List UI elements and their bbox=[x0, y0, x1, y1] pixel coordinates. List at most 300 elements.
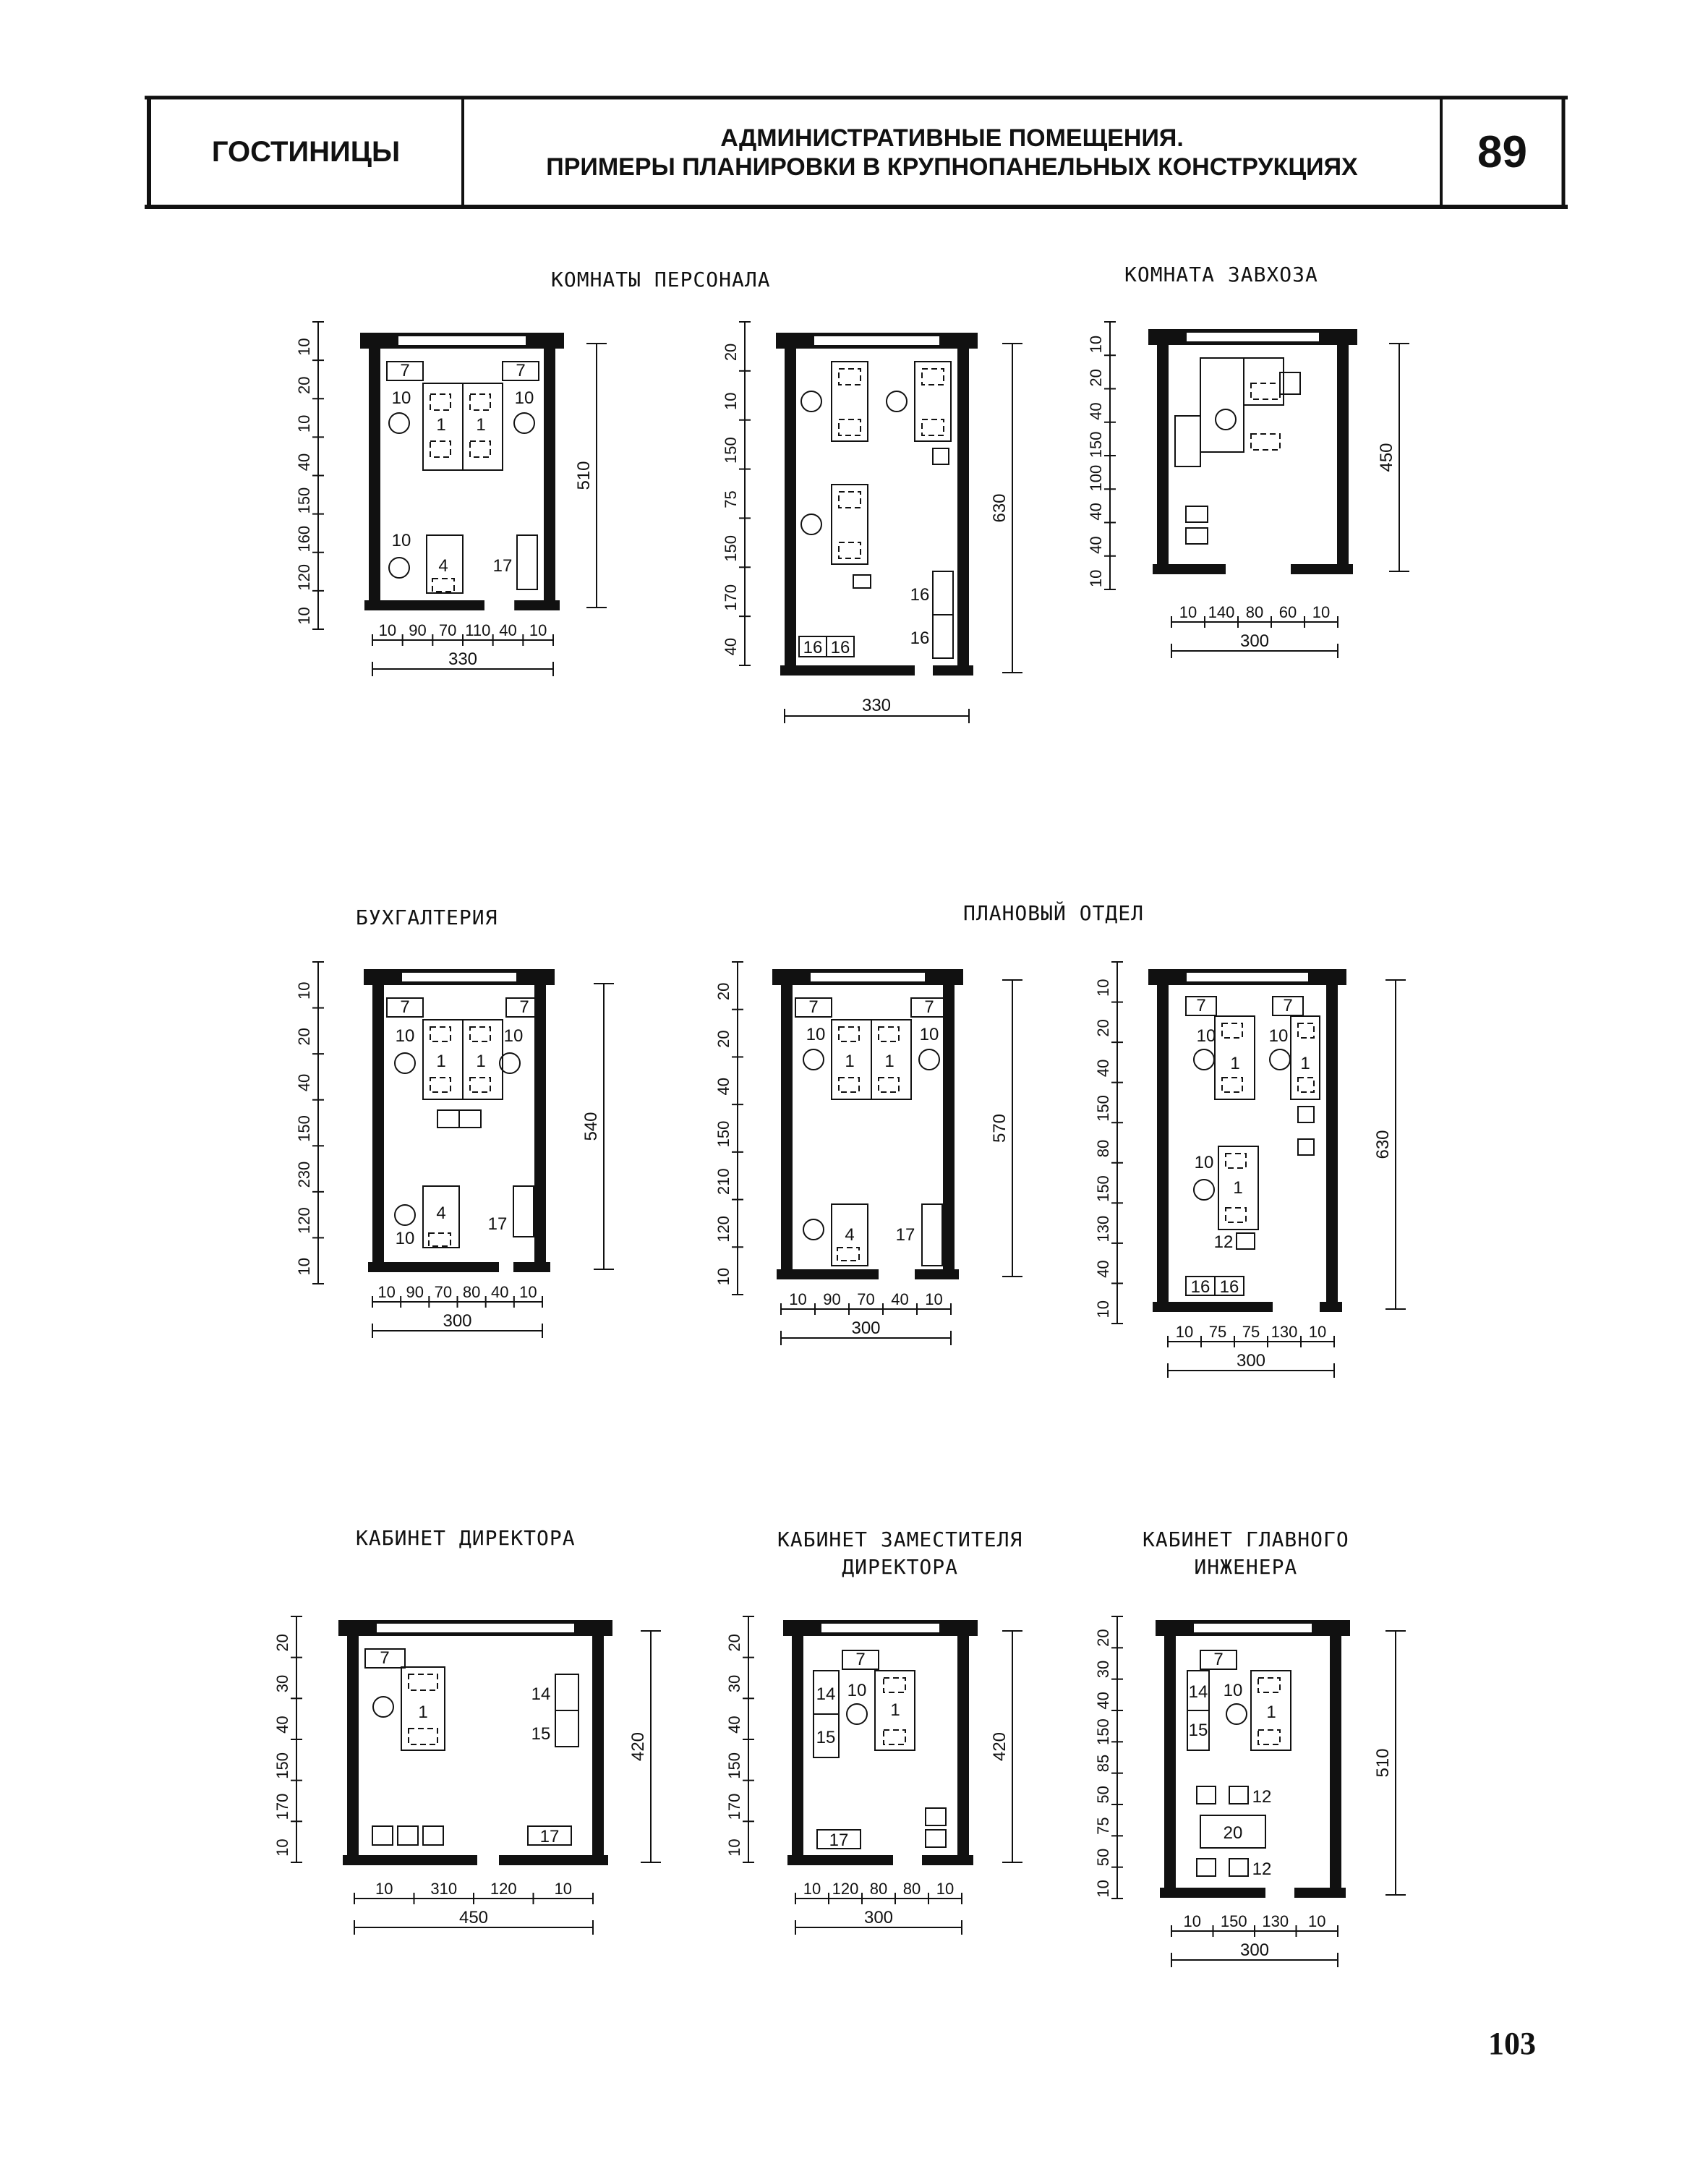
plan9-chair bbox=[1226, 1704, 1247, 1724]
plan3-desk bbox=[1200, 358, 1244, 452]
plan4-hdim-label: 70 bbox=[434, 1283, 453, 1301]
plan6-label: 7 bbox=[1283, 996, 1293, 1015]
plan6-drawer bbox=[1226, 1208, 1246, 1222]
plan6-window bbox=[1186, 972, 1309, 982]
plan3-vdim-label: 40 bbox=[1087, 503, 1105, 521]
plan4-right-wall bbox=[534, 985, 546, 1264]
plan4-label: 7 bbox=[400, 997, 410, 1017]
plan9-stool bbox=[1229, 1786, 1248, 1804]
plan5-drawer bbox=[839, 1078, 859, 1092]
plan6-hdim-label: 10 bbox=[1175, 1323, 1194, 1341]
plan5-total-width-label: 300 bbox=[851, 1318, 881, 1338]
plan9-label: 12 bbox=[1252, 1859, 1272, 1879]
plan9-vdim-label: 75 bbox=[1094, 1817, 1112, 1835]
plan1-label: 10 bbox=[391, 388, 411, 408]
plan5-hdim-label: 40 bbox=[891, 1290, 909, 1308]
plan9-vdim-label: 150 bbox=[1094, 1718, 1112, 1746]
plan2-total-width-label: 330 bbox=[861, 696, 892, 715]
plan5-label: 4 bbox=[845, 1225, 855, 1245]
plan7-label: 15 bbox=[531, 1724, 551, 1744]
plan8-total-depth-label: 420 bbox=[990, 1731, 1009, 1762]
plan7-label: 14 bbox=[531, 1684, 551, 1704]
plan5-vdim-label: 20 bbox=[714, 1030, 733, 1048]
plan4-vdim-label: 20 bbox=[295, 1028, 313, 1046]
section-title-supply: КОМНАТА ЗАВХОЗА bbox=[1124, 263, 1318, 286]
plan9-vdim-label: 30 bbox=[1094, 1660, 1112, 1679]
plan1-label: 4 bbox=[438, 556, 448, 576]
plan9-vdim-label: 85 bbox=[1094, 1754, 1112, 1773]
plan9-label: 1 bbox=[1266, 1703, 1276, 1722]
plan6-label: 10 bbox=[1194, 1153, 1214, 1172]
plan7-stool bbox=[372, 1826, 393, 1845]
plan4-drawer bbox=[429, 1233, 451, 1246]
plan9-right-wall bbox=[1330, 1636, 1341, 1889]
plan5-label: 7 bbox=[924, 997, 934, 1017]
plan6-vdim-label: 20 bbox=[1094, 1019, 1112, 1037]
plan9-vdim-label: 50 bbox=[1094, 1786, 1112, 1804]
plan2-stool bbox=[933, 448, 949, 464]
plan3-vdim-label: 40 bbox=[1087, 402, 1105, 420]
plan4-total-width-label: 300 bbox=[443, 1311, 472, 1331]
plan2-left-wall bbox=[785, 349, 796, 667]
plan4-hdim-label: 90 bbox=[406, 1283, 424, 1301]
plan5-vdim-label: 120 bbox=[714, 1216, 733, 1243]
plan6-vdim-label: 150 bbox=[1094, 1095, 1112, 1122]
plan2-cabinet-16 bbox=[933, 615, 953, 658]
section-title-engineer-line2: ИНЖЕНЕРА bbox=[1194, 1555, 1298, 1579]
plan2-right-wall bbox=[957, 349, 969, 667]
plan8-label: 17 bbox=[829, 1831, 849, 1850]
plan1-hdim-label: 10 bbox=[529, 621, 547, 639]
plan1-label: 7 bbox=[516, 361, 526, 380]
plan2-label: 16 bbox=[910, 585, 930, 605]
plan9-drawer bbox=[1258, 1678, 1280, 1692]
plan3-left-wall bbox=[1157, 345, 1169, 566]
plan8-label: 15 bbox=[816, 1728, 836, 1747]
plan2-vdim-label: 40 bbox=[722, 637, 740, 656]
plan9-left-wall bbox=[1164, 1636, 1176, 1889]
plan2-bottom-wall-left bbox=[780, 665, 915, 676]
plan2-vdim-label: 10 bbox=[722, 392, 740, 411]
plan1-bottom-wall-right bbox=[514, 600, 560, 610]
plan9-vdim-label: 10 bbox=[1094, 1880, 1112, 1898]
plan5-window bbox=[810, 972, 926, 982]
section-title-staff: КОМНАТЫ ПЕРСОНАЛА bbox=[551, 268, 771, 291]
plan8-label: 1 bbox=[890, 1700, 900, 1720]
plan3-drawer bbox=[1251, 383, 1280, 399]
plan8-label: 14 bbox=[816, 1684, 836, 1704]
plan9-stool bbox=[1197, 1786, 1216, 1804]
plan5-label: 1 bbox=[845, 1052, 855, 1071]
plan9-drawer bbox=[1258, 1730, 1280, 1744]
plan1-drawer bbox=[470, 394, 490, 410]
plan4-label: 10 bbox=[395, 1026, 415, 1046]
plan2-drawer bbox=[922, 419, 944, 435]
plan4-hdim-label: 10 bbox=[377, 1283, 396, 1301]
plan2-vdim-label: 150 bbox=[722, 534, 740, 562]
plan4-label: 4 bbox=[436, 1203, 446, 1223]
section-title-engineer-line1: КАБИНЕТ ГЛАВНОГО bbox=[1143, 1527, 1349, 1551]
plan6-vdim-label: 10 bbox=[1094, 979, 1112, 997]
plan1-vdim-label: 10 bbox=[295, 414, 313, 433]
plan6-hdim-label: 130 bbox=[1271, 1323, 1298, 1341]
plan5-chair bbox=[919, 1049, 939, 1070]
plan1-label: 10 bbox=[514, 388, 534, 408]
plan5-vdim-label: 10 bbox=[714, 1267, 733, 1286]
plan1-drawer bbox=[470, 441, 490, 457]
plan4-window bbox=[401, 972, 517, 982]
plan8-hdim-label: 10 bbox=[803, 1880, 821, 1898]
plan6-vdim-label: 10 bbox=[1094, 1300, 1112, 1318]
plan9-hdim-label: 10 bbox=[1183, 1912, 1201, 1930]
plan2-vdim-label: 75 bbox=[722, 490, 740, 508]
plan6-hdim-label: 10 bbox=[1308, 1323, 1327, 1341]
plan5-drawer bbox=[839, 1027, 859, 1041]
plan8-vdim-label: 20 bbox=[725, 1634, 743, 1652]
plan2-window bbox=[814, 336, 940, 346]
plan5-label: 10 bbox=[806, 1025, 826, 1044]
plan6-stool bbox=[1298, 1139, 1314, 1155]
plan8-hdim-label: 120 bbox=[832, 1880, 859, 1898]
plan9-stool bbox=[1197, 1859, 1216, 1876]
plan9-vdim-label: 50 bbox=[1094, 1848, 1112, 1867]
plan6-chair bbox=[1194, 1180, 1214, 1200]
plan4-vdim-label: 10 bbox=[295, 1257, 313, 1276]
plan2-drawer bbox=[839, 369, 861, 385]
plan8-window bbox=[821, 1623, 940, 1633]
plan8-vdim-label: 170 bbox=[725, 1793, 743, 1820]
plan1-drawer bbox=[430, 394, 451, 410]
plan9-label: 15 bbox=[1188, 1721, 1208, 1740]
plan4-label: 10 bbox=[395, 1229, 415, 1248]
plan5-label: 10 bbox=[919, 1025, 939, 1044]
plan8-hdim-label: 80 bbox=[902, 1880, 921, 1898]
plan8-bottom-wall-right bbox=[922, 1855, 973, 1865]
plan2-drawer bbox=[839, 542, 861, 558]
plan4-stool bbox=[459, 1110, 481, 1128]
plan5-vdim-label: 20 bbox=[714, 982, 733, 1001]
plan1-label: 7 bbox=[400, 361, 410, 380]
plan6-label: 10 bbox=[1268, 1026, 1289, 1046]
plan7-label: 1 bbox=[418, 1703, 428, 1722]
header-title-line1: АДМИНИСТРАТИВНЫЕ ПОМЕЩЕНИЯ. bbox=[720, 124, 1184, 152]
plan8-stool bbox=[926, 1830, 946, 1847]
plan8-left-wall bbox=[792, 1636, 803, 1857]
plan6-stool bbox=[1298, 1107, 1314, 1122]
plan2-label: 16 bbox=[803, 638, 823, 657]
page-number: 103 bbox=[1488, 2026, 1536, 2061]
plan7-bottom-wall-right bbox=[499, 1855, 608, 1865]
plan8-hdim-label: 10 bbox=[936, 1880, 955, 1898]
plan4-vdim-label: 10 bbox=[295, 981, 313, 1000]
plan7-label: 7 bbox=[380, 1648, 390, 1668]
plan5-drawer bbox=[879, 1027, 899, 1041]
plan2-vdim-label: 20 bbox=[722, 343, 740, 362]
plan1-hdim-label: 90 bbox=[409, 621, 427, 639]
plan8-total-width-label: 300 bbox=[863, 1908, 894, 1927]
plan6-chair bbox=[1194, 1049, 1214, 1070]
plan3-hdim-label: 80 bbox=[1245, 603, 1264, 621]
plan3-hdim-label: 10 bbox=[1312, 603, 1331, 621]
plan4-chair bbox=[395, 1205, 415, 1225]
plan4-drawer bbox=[470, 1027, 490, 1041]
plan8-vdim-label: 150 bbox=[725, 1752, 743, 1779]
plan2-desk bbox=[832, 485, 868, 564]
plan1-vdim-label: 150 bbox=[295, 487, 313, 514]
plan7-hdim-label: 310 bbox=[430, 1880, 458, 1898]
plan8-drawer bbox=[884, 1678, 905, 1692]
plan3-vdim-label: 10 bbox=[1087, 569, 1105, 588]
plan9-hdim-label: 150 bbox=[1220, 1912, 1247, 1930]
plan3-chair bbox=[1216, 409, 1236, 430]
plan4-left-wall bbox=[372, 985, 384, 1264]
section-title-accounting: БУХГАЛТЕРИЯ bbox=[356, 905, 498, 929]
plan2-bottom-wall-right bbox=[933, 665, 973, 676]
plan1-window bbox=[398, 336, 526, 346]
plan5-label: 7 bbox=[808, 997, 819, 1017]
plan2-vdim-label: 170 bbox=[722, 584, 740, 611]
plan7-vdim-label: 170 bbox=[273, 1793, 291, 1820]
plan5-chair bbox=[803, 1219, 824, 1240]
plan6-hdim-label: 75 bbox=[1208, 1323, 1227, 1341]
plan4-vdim-label: 230 bbox=[295, 1161, 313, 1188]
plan2-drawer bbox=[839, 492, 861, 508]
plan8-drawer bbox=[884, 1730, 905, 1744]
plan3-hdim-label: 10 bbox=[1179, 603, 1197, 621]
plan3-total-depth-label: 450 bbox=[1377, 443, 1396, 472]
plan4-stool bbox=[437, 1110, 459, 1128]
plan8-vdim-label: 40 bbox=[725, 1716, 743, 1734]
plan6-label: 1 bbox=[1230, 1054, 1240, 1073]
plan6-drawer bbox=[1298, 1023, 1314, 1038]
plan5-vdim-label: 40 bbox=[714, 1078, 733, 1096]
plan7-stool bbox=[423, 1826, 443, 1845]
plan7-vdim-label: 40 bbox=[273, 1716, 291, 1734]
plan4-total-depth-label: 540 bbox=[581, 1112, 601, 1141]
plan8-bottom-wall-left bbox=[787, 1855, 893, 1865]
plan9-total-depth-label: 510 bbox=[1373, 1748, 1393, 1778]
plan4-vdim-label: 120 bbox=[295, 1207, 313, 1235]
plan3-vdim-label: 100 bbox=[1087, 464, 1105, 492]
plan4-hdim-label: 10 bbox=[519, 1283, 537, 1301]
plan1-left-wall bbox=[369, 349, 380, 602]
plan6-drawer bbox=[1298, 1078, 1314, 1092]
plan6-drawer bbox=[1226, 1154, 1246, 1168]
plan7-vdim-label: 20 bbox=[273, 1634, 291, 1652]
plan6-stool bbox=[1237, 1233, 1255, 1249]
plan5-hdim-label: 90 bbox=[823, 1290, 841, 1308]
plan1-vdim-label: 120 bbox=[295, 563, 313, 591]
plan2-desk bbox=[832, 362, 868, 441]
plan6-right-wall bbox=[1326, 985, 1338, 1303]
plan3-drawer bbox=[1251, 434, 1280, 450]
plan5-left-wall bbox=[781, 985, 793, 1271]
plan9-bottom-wall-right bbox=[1294, 1888, 1346, 1898]
plan9-vdim-label: 40 bbox=[1094, 1692, 1112, 1710]
plan2-vdim-label: 150 bbox=[722, 437, 740, 464]
plan1-label: 10 bbox=[391, 531, 411, 550]
plan2-cabinet-16 bbox=[933, 571, 953, 615]
section-title-planning: ПЛАНОВЫЙ ОТДЕЛ bbox=[963, 901, 1145, 925]
plan9-label: 20 bbox=[1223, 1823, 1243, 1843]
plan3-desk-top bbox=[1244, 358, 1284, 405]
plan3-vdim-label: 40 bbox=[1087, 536, 1105, 554]
plan8-right-wall bbox=[957, 1636, 969, 1857]
plan6-label: 10 bbox=[1196, 1026, 1216, 1046]
plan5-hdim-label: 10 bbox=[925, 1290, 943, 1308]
plan5-label: 1 bbox=[884, 1052, 894, 1071]
plan4-vdim-label: 150 bbox=[295, 1115, 313, 1142]
plan6-label: 7 bbox=[1196, 996, 1206, 1015]
plan7-vdim-label: 30 bbox=[273, 1674, 291, 1693]
plan1-drawer bbox=[430, 441, 451, 457]
plan7-window bbox=[376, 1623, 575, 1633]
plan3-hdim-label: 60 bbox=[1278, 603, 1297, 621]
plan6-vdim-label: 40 bbox=[1094, 1260, 1112, 1278]
plan9-label: 7 bbox=[1213, 1650, 1224, 1669]
plan3-cabinet bbox=[1175, 416, 1200, 466]
plan4-label: 7 bbox=[519, 997, 529, 1017]
section-title-deputy-line1: КАБИНЕТ ЗАМЕСТИТЕЛЯ bbox=[777, 1527, 1023, 1551]
plan6-drawer bbox=[1222, 1023, 1242, 1038]
plan1-cabinet-17 bbox=[517, 535, 537, 589]
plan1-total-width-label: 330 bbox=[448, 649, 478, 669]
plan6-total-width-label: 300 bbox=[1236, 1351, 1266, 1371]
plan4-label: 17 bbox=[487, 1214, 508, 1234]
plan4-vdim-label: 40 bbox=[295, 1073, 313, 1092]
plan7-drawer bbox=[409, 1729, 437, 1744]
plan3-window bbox=[1186, 332, 1320, 342]
plan5-hdim-label: 10 bbox=[789, 1290, 807, 1308]
plan1-bottom-wall-left bbox=[364, 600, 484, 610]
plan3-vdim-label: 150 bbox=[1087, 431, 1105, 459]
plan7-hdim-label: 120 bbox=[490, 1880, 517, 1898]
plan5-hdim-label: 70 bbox=[857, 1290, 875, 1308]
plan6-total-depth-label: 630 bbox=[1373, 1130, 1393, 1159]
plan3-total-width-label: 300 bbox=[1239, 631, 1270, 651]
plan7-chair bbox=[373, 1697, 393, 1717]
plan4-label: 1 bbox=[436, 1052, 446, 1071]
plan2-desk bbox=[915, 362, 951, 441]
plan9-label: 12 bbox=[1252, 1787, 1272, 1807]
plan7-label: 17 bbox=[539, 1827, 560, 1846]
plan6-label: 16 bbox=[1190, 1277, 1210, 1297]
plan5-cabinet-17 bbox=[922, 1204, 942, 1266]
plan1-chair bbox=[389, 413, 409, 433]
plan5-bottom-wall-right bbox=[915, 1269, 959, 1279]
plan4-hdim-label: 80 bbox=[462, 1283, 481, 1301]
plan5-drawer bbox=[837, 1248, 859, 1261]
plan8-label: 7 bbox=[855, 1650, 866, 1669]
plan8-label: 10 bbox=[847, 1681, 867, 1700]
plan3-vdim-label: 10 bbox=[1087, 335, 1105, 354]
plan1-right-wall bbox=[544, 349, 555, 602]
plan6-vdim-label: 80 bbox=[1094, 1139, 1112, 1158]
plan6-drawer bbox=[1222, 1078, 1242, 1092]
plan1-label: 17 bbox=[492, 556, 513, 576]
plan7-drawer bbox=[409, 1674, 437, 1690]
plan1-vdim-label: 10 bbox=[295, 338, 313, 356]
plan7-cabinet-14 bbox=[555, 1674, 578, 1710]
plan7-stool bbox=[398, 1826, 418, 1845]
plan3-stool bbox=[1186, 528, 1208, 544]
plan4-label: 10 bbox=[503, 1026, 524, 1046]
sheet-number: 89 bbox=[1477, 127, 1527, 177]
plan7-total-depth-label: 420 bbox=[628, 1731, 648, 1762]
plan1-hdim-label: 70 bbox=[438, 621, 457, 639]
plan4-drawer bbox=[470, 1078, 490, 1092]
plan5-vdim-label: 210 bbox=[714, 1168, 733, 1196]
plan3-vdim-label: 20 bbox=[1087, 369, 1105, 387]
plan9-hdim-label: 10 bbox=[1308, 1912, 1326, 1930]
plan2-chair bbox=[801, 514, 821, 534]
plan4-drawer bbox=[430, 1078, 451, 1092]
section-title-deputy-line2: ДИРЕКТОРА bbox=[842, 1555, 958, 1579]
plan9-label: 10 bbox=[1223, 1681, 1243, 1700]
plan7-bottom-wall-left bbox=[343, 1855, 477, 1865]
plan7-hdim-label: 10 bbox=[554, 1880, 572, 1898]
plan6-bottom-wall-left bbox=[1153, 1302, 1273, 1312]
plan5-chair bbox=[803, 1049, 824, 1070]
plan6-bottom-wall-right bbox=[1320, 1302, 1342, 1312]
plan1-vdim-label: 10 bbox=[295, 607, 313, 625]
plan4-hdim-label: 40 bbox=[491, 1283, 509, 1301]
plan1-hdim-label: 10 bbox=[378, 621, 397, 639]
plan5-vdim-label: 150 bbox=[714, 1120, 733, 1148]
plan7-vdim-label: 150 bbox=[273, 1752, 291, 1779]
plan9-label: 14 bbox=[1188, 1682, 1208, 1702]
plan6-label: 12 bbox=[1213, 1232, 1234, 1252]
plan3-bottom-wall-right bbox=[1291, 564, 1353, 574]
plan1-hdim-label: 110 bbox=[465, 621, 491, 639]
plan7-left-wall bbox=[347, 1636, 359, 1857]
plan2-label: 16 bbox=[830, 638, 850, 657]
plan1-hdim-label: 40 bbox=[499, 621, 517, 639]
plan7-vdim-label: 10 bbox=[273, 1838, 291, 1857]
plan5-total-depth-label: 570 bbox=[990, 1113, 1009, 1143]
plan4-cabinet-17 bbox=[513, 1186, 534, 1237]
plan5-right-wall bbox=[943, 985, 955, 1271]
plan7-cabinet-15 bbox=[555, 1710, 578, 1747]
plan5-bottom-wall-left bbox=[777, 1269, 879, 1279]
plan4-bottom-wall-left bbox=[368, 1262, 499, 1272]
plan2-label: 16 bbox=[910, 628, 930, 648]
plan2-chair bbox=[887, 391, 907, 412]
header-title-line2: ПРИМЕРЫ ПЛАНИРОВКИ В КРУПНОПАНЕЛЬНЫХ КОНСТРУКЦИЯХ bbox=[546, 153, 1358, 181]
plan2-chair bbox=[801, 391, 821, 412]
plan6-label: 1 bbox=[1300, 1054, 1310, 1073]
plan1-vdim-label: 160 bbox=[295, 525, 313, 553]
plan3-right-wall bbox=[1337, 345, 1349, 566]
plan3-stool bbox=[1186, 506, 1208, 522]
plan4-drawer bbox=[430, 1027, 451, 1041]
plan7-right-wall bbox=[592, 1636, 604, 1857]
plan2-total-depth-label: 630 bbox=[990, 493, 1009, 523]
plan1-label: 1 bbox=[476, 415, 486, 435]
plan6-label: 16 bbox=[1219, 1277, 1239, 1297]
plan8-vdim-label: 10 bbox=[725, 1838, 743, 1857]
header-category: ГОСТИНИЦЫ bbox=[211, 136, 401, 168]
plan1-total-depth-label: 510 bbox=[574, 461, 594, 490]
plan6-hdim-label: 75 bbox=[1242, 1323, 1260, 1341]
plan3-hdim-label: 140 bbox=[1208, 603, 1235, 621]
plan9-total-width-label: 300 bbox=[1239, 1940, 1270, 1960]
plan4-chair bbox=[395, 1053, 415, 1073]
plan6-vdim-label: 130 bbox=[1094, 1215, 1112, 1243]
plan8-chair bbox=[847, 1704, 867, 1724]
plan1-drawer bbox=[432, 579, 454, 592]
plan4-label: 1 bbox=[476, 1052, 486, 1071]
